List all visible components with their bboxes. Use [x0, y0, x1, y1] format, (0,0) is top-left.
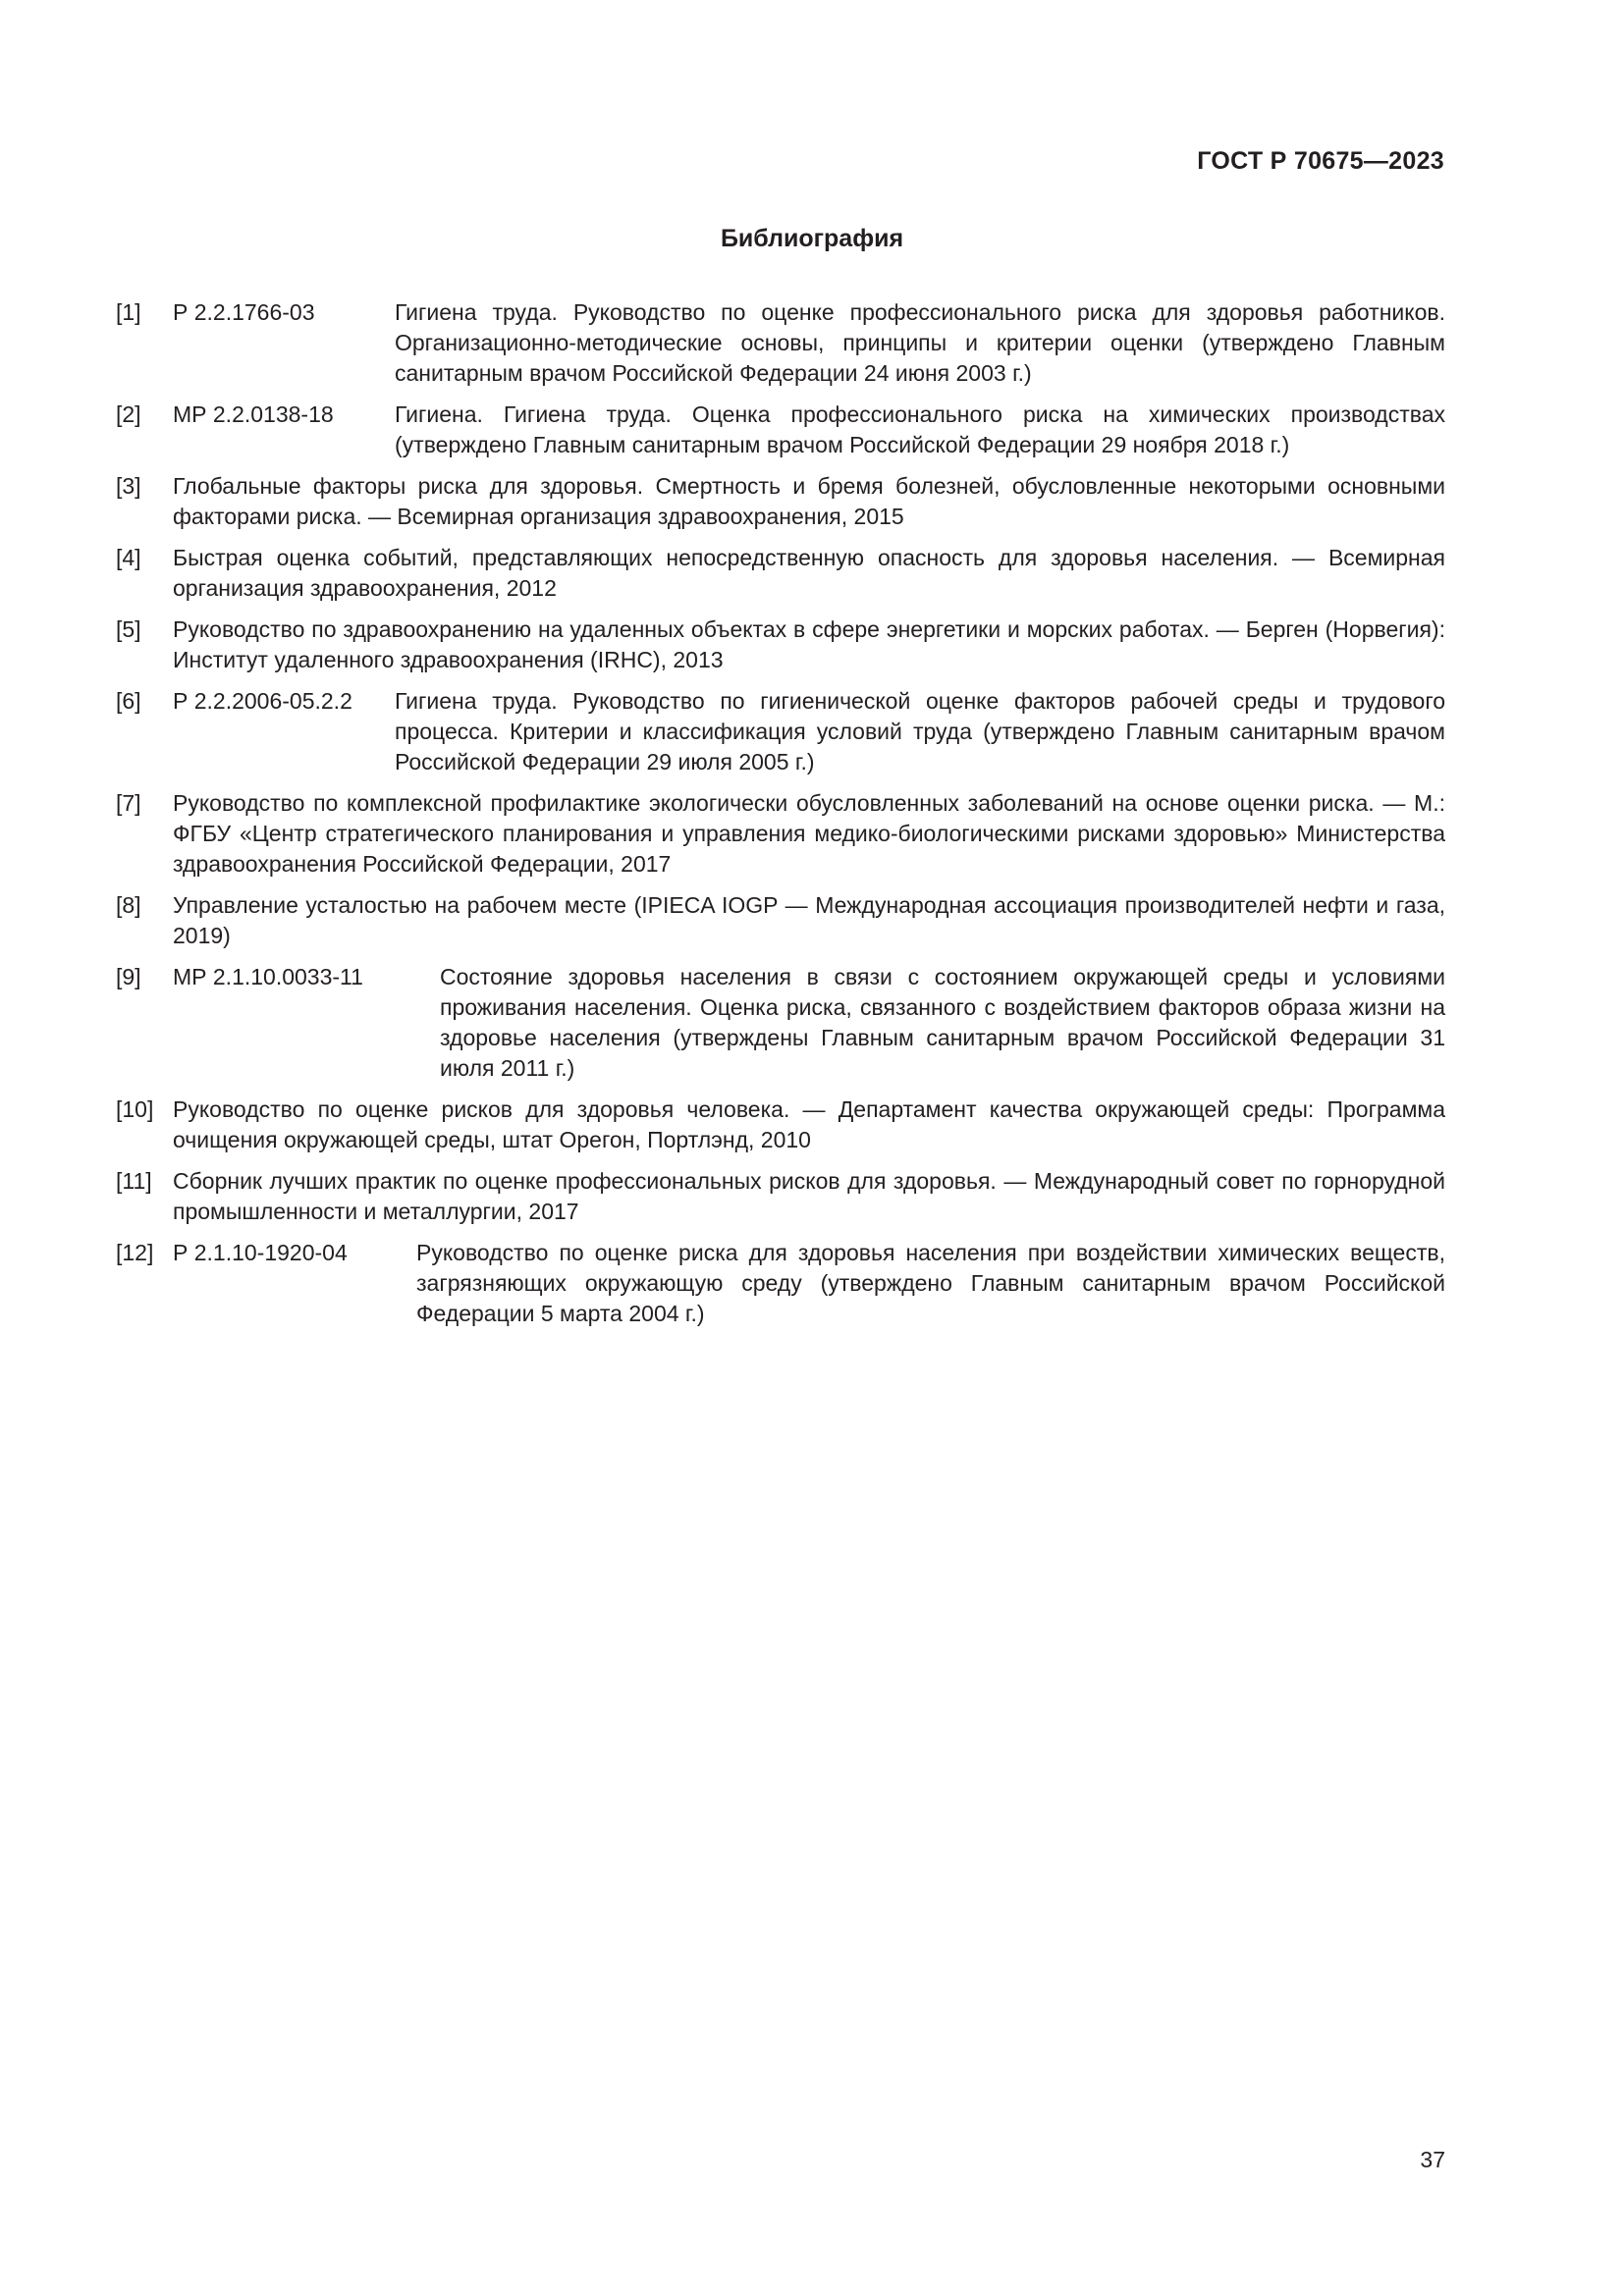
entry-number: [9] [116, 964, 141, 989]
bibliography-entry [116, 1166, 1445, 1227]
entry-body [173, 962, 1445, 1084]
entry-number: [1] [116, 299, 141, 325]
entry-body [173, 614, 1445, 675]
entry-number: [8] [116, 892, 141, 918]
page-number: 37 [1420, 2147, 1445, 2172]
entry-number: [7] [116, 790, 141, 816]
entry-document-code: Р 2.2.2006-05.2.2 [173, 688, 352, 714]
entry-document-code: Р 2.1.10-1920-04 [173, 1240, 348, 1265]
entry-body [173, 1095, 1445, 1155]
bibliography-entry [116, 543, 1445, 604]
entry-number: [6] [116, 688, 141, 714]
entry-text: Гигиена труда. Руководство по гигиенической оценке факторов рабочей среды и трудового процесса. Критерии и классификация условий труда (утверждено Главным санитарным врачом Российской Федерации 29 июля 2005 г.) [395, 688, 1445, 774]
entry-body [173, 686, 1445, 777]
entry-document-code: Р 2.2.1766-03 [173, 299, 315, 325]
entry-body [173, 297, 1445, 389]
entry-number: [10] [116, 1096, 154, 1122]
entry-number: [12] [116, 1240, 154, 1265]
entry-number: [11] [116, 1168, 152, 1194]
bibliography-entry [116, 614, 1445, 675]
entry-body [173, 1166, 1445, 1227]
entry-body [173, 788, 1445, 880]
bibliography-entry [116, 471, 1445, 532]
entry-number: [5] [116, 616, 141, 642]
entry-text: Управление усталостью на рабочем месте (IPIECA IOGP — Международная ассоциация производителей нефти и газа, 2019) [173, 892, 1445, 948]
bibliography-entry [116, 400, 1445, 460]
bibliography-entry [116, 686, 1445, 777]
entry-body [173, 471, 1445, 532]
entry-text: Быстрая оценка событий, представляющих непосредственную опасность для здоровья населения. — Всемирная организация здравоохранения, 2012 [173, 545, 1445, 601]
entry-text: Руководство по комплексной профилактике экологически обусловленных заболеваний на основе оценки риска. — М.: ФГБУ «Центр стратегического планирования и управления медико-биологическими рисками здоровью» Министерства здравоохранения Российской Федерации, 2017 [173, 790, 1445, 877]
entry-body [173, 400, 1445, 460]
entry-text: Состояние здоровья населения в связи с состоянием окружающей среды и условиями проживания населения. Оценка риска, связанного с воздействием факторов образа жизни на здоровье населения (утверждены Главным санитарным врачом Российской Федерации 31 июля 2011 г.) [440, 964, 1445, 1081]
entry-text: Руководство по оценке рисков для здоровья человека. — Департамент качества окружающей среды: Программа очищения окружающей среды, штат Орегон, Портлэнд, 2010 [173, 1096, 1445, 1152]
bibliography-entry [116, 962, 1445, 1084]
bibliography-entry [116, 1095, 1445, 1155]
entry-number: [2] [116, 401, 141, 427]
entry-body [173, 890, 1445, 951]
bibliography-entry [116, 297, 1445, 389]
entry-text: Руководство по здравоохранению на удаленных объектах в сфере энергетики и морских работах. — Берген (Норвегия): Институт удаленного здравоохранения (IRHC), 2013 [173, 616, 1445, 672]
page-title: Библиография [720, 225, 904, 252]
entry-document-code: МР 2.1.10.0033-11 [173, 964, 363, 989]
entry-text: Гигиена труда. Руководство по оценке профессионального риска для здоровья работников. Организационно-методические основы, принципы и критерии оценки (утверждено Главным санитарным врачом Российской Федерации 24 июня 2003 г.) [395, 299, 1445, 386]
entry-text: Глобальные факторы риска для здоровья. Смертность и бремя болезней, обусловленные некоторыми основными факторами риска. — Всемирная организация здравоохранения, 2015 [173, 473, 1445, 529]
bibliography-entry [116, 788, 1445, 880]
entry-document-code: МР 2.2.0138-18 [173, 401, 334, 427]
entry-body [173, 1238, 1445, 1329]
entry-body [173, 543, 1445, 604]
entry-number: [4] [116, 545, 141, 570]
document-code-header: ГОСТ Р 70675—2023 [1197, 147, 1444, 175]
entry-text: Гигиена. Гигиена труда. Оценка профессионального риска на химических производствах (утверждено Главным санитарным врачом Российской Федерации 29 ноября 2018 г.) [395, 401, 1445, 457]
bibliography-list [116, 297, 1445, 1340]
bibliography-entry [116, 1238, 1445, 1329]
bibliography-entry [116, 890, 1445, 951]
entry-number: [3] [116, 473, 141, 499]
entry-text: Сборник лучших практик по оценке профессиональных рисков для здоровья. — Международный совет по горнорудной промышленности и металлургии, 2017 [173, 1168, 1445, 1224]
entry-text: Руководство по оценке риска для здоровья населения при воздействии химических веществ, загрязняющих окружающую среду (утверждено Главным санитарным врачом Российской Федерации 5 марта 2004 г.) [416, 1240, 1445, 1326]
